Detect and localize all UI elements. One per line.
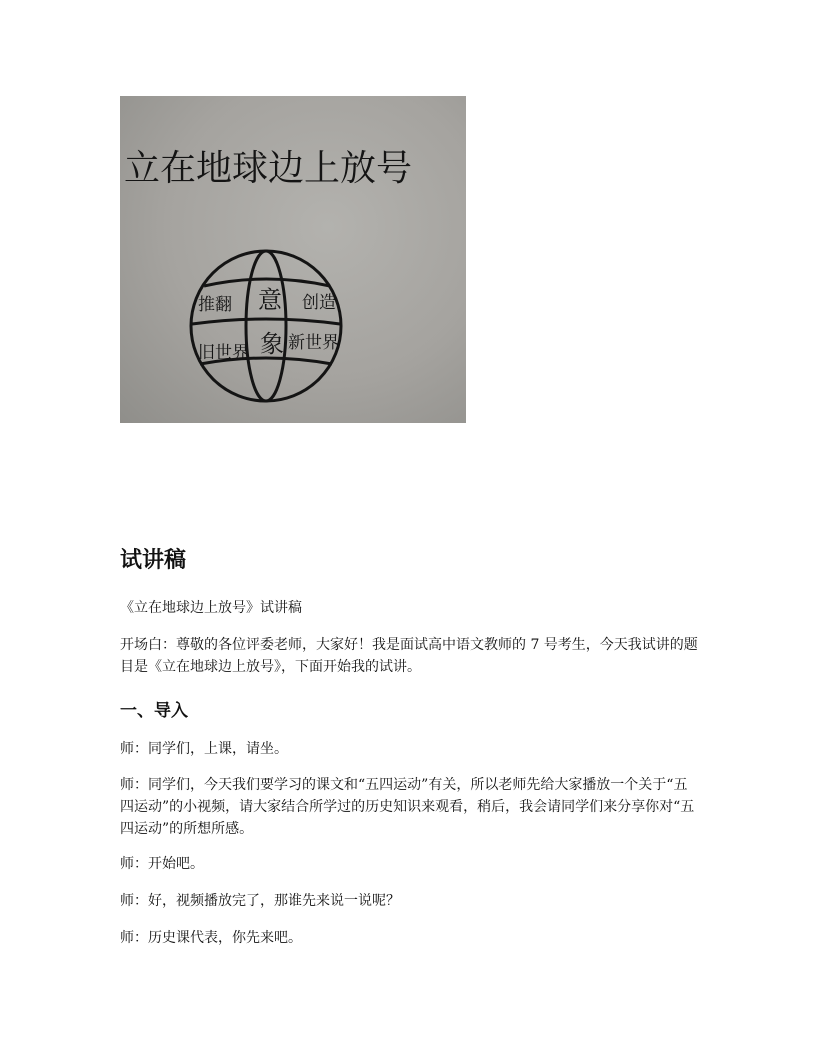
globe-sketch	[120, 96, 466, 423]
dialogue-line: 师：同学们，今天我们要学习的课文和“五四运动”有关，所以老师先给大家播放一个关于“五四运动”的小视频，请大家结合所学过的历史知识来观看，稍后，我会请同学们来分享你对“五四运动”的所想所感。	[120, 777, 695, 837]
globe-label-xiang: 象	[260, 330, 284, 358]
globe-circle	[191, 251, 341, 401]
globe-equator	[192, 319, 340, 324]
globe-label-topple: 推翻	[198, 295, 232, 315]
document-subtitle: 《立在地球边上放号》试讲稿	[120, 600, 302, 616]
globe-label-new-world: 新世界	[288, 333, 339, 353]
handwritten-title: 立在地球边上放号	[124, 148, 413, 189]
dialogue-line: 师：好，视频播放完了，那谁先来说一说呢？	[120, 893, 400, 909]
globe-label-old-world: 旧世界	[198, 343, 249, 363]
globe-label-create: 创造	[302, 293, 336, 313]
dialogue-line: 师：历史课代表，你先来吧。	[120, 930, 302, 946]
dialogue-line: 师：开始吧。	[120, 856, 204, 872]
document-title: 试讲稿	[120, 548, 187, 573]
section-heading-intro: 一、导入	[120, 701, 188, 721]
globe-meridian	[246, 251, 286, 401]
globe-label-yi: 意	[258, 286, 282, 314]
dialogue-line: 师：同学们，上课，请坐。	[120, 741, 288, 757]
intro-paragraph: 开场白：尊敬的各位评委老师，大家好！我是面试高中语文教师的 7 号考生，今天我试讲的题目是《立在地球边上放号》，下面开始我的试讲。	[120, 637, 698, 675]
globe-latitude-top	[204, 279, 330, 286]
handwritten-photo	[120, 96, 466, 423]
